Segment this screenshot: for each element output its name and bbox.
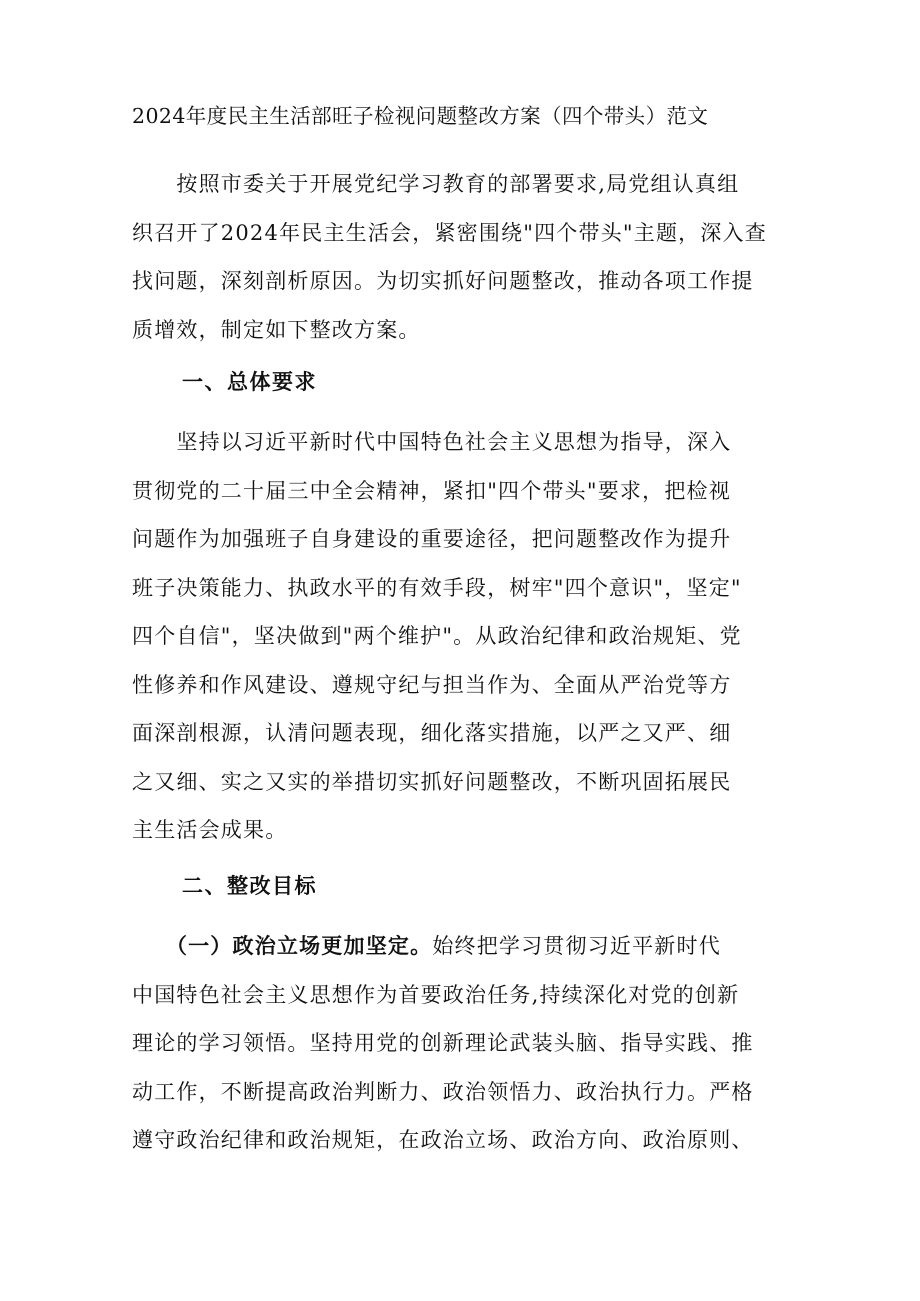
section-heading-general-requirements: 一、总体要求 — [182, 369, 317, 394]
paragraph-line: 四个自信"，坚决做到"两个维护"。从政治纪律和政治规矩、党 — [132, 624, 742, 648]
paragraph-line: 面深剖根源，认清问题表现，细化落实措施，以严之又严、细 — [132, 721, 732, 745]
paragraph-line: 之又细、实之又实的举措切实抓好问题整改，不断巩固拓展民 — [132, 769, 732, 794]
paragraph-line: 理论的学习领悟。坚持用党的创新理论武装头脑、指导实践、推 — [132, 1031, 754, 1055]
paragraph-line: 织召开了2024年民主生活会，紧密围绕"四个带头"主题，深入查 — [132, 220, 767, 245]
document-title: 2024年度民主生活部旺子检视问题整改方案（四个带头）范文 — [132, 104, 709, 128]
paragraph-line: 班子决策能力、执政水平的有效手段，树牢"四个意识"，坚定" — [132, 575, 742, 600]
item-lead: （一）政治立场更加坚定。 — [132, 933, 433, 958]
rectification-goal-item-1 — [132, 922, 777, 1165]
paragraph-line: 问题作为加强班子自身建设的重要途径，把问题整改作为提升 — [132, 527, 732, 551]
paragraph-line: 坚持以习近平新时代中国特色社会主义思想为指导，深入 — [132, 430, 732, 454]
paragraph-line: 质增效，制定如下整改方案。 — [132, 317, 421, 342]
paragraph-line: 中国特色社会主义思想作为首要政治任务,持续深化对党的创新 — [132, 982, 740, 1007]
paragraph-line: 主生活会成果。 — [132, 818, 288, 842]
item-text: 始终把学习贯彻习近平新时代 — [432, 934, 721, 958]
paragraph-line: 找问题，深刻剖析原因。为切实抓好问题整改，推动各项工作提 — [132, 269, 754, 293]
paragraph-line — [132, 922, 777, 971]
section-heading-rectification-goals: 二、整改目标 — [182, 873, 317, 898]
paragraph-line: 贯彻党的二十届三中全会精神，紧扣"四个带头"要求，把检视 — [132, 478, 731, 503]
paragraph-line: 遵守政治纪律和政治规矩，在政治立场、政治方向、政治原则、 — [132, 1128, 754, 1152]
paragraph-line: 性修养和作风建设、遵规守纪与担当作为、全面从严治党等方 — [132, 672, 732, 697]
general-requirements-paragraph — [132, 418, 777, 855]
paragraph-line: 按照市委关于开展党纪学习教育的部署要求,局党组认真组 — [132, 172, 740, 196]
intro-paragraph — [132, 160, 777, 354]
paragraph-line: 动工作，不断提高政治判断力、政治领悟力、政治执行力。严格 — [132, 1079, 754, 1104]
